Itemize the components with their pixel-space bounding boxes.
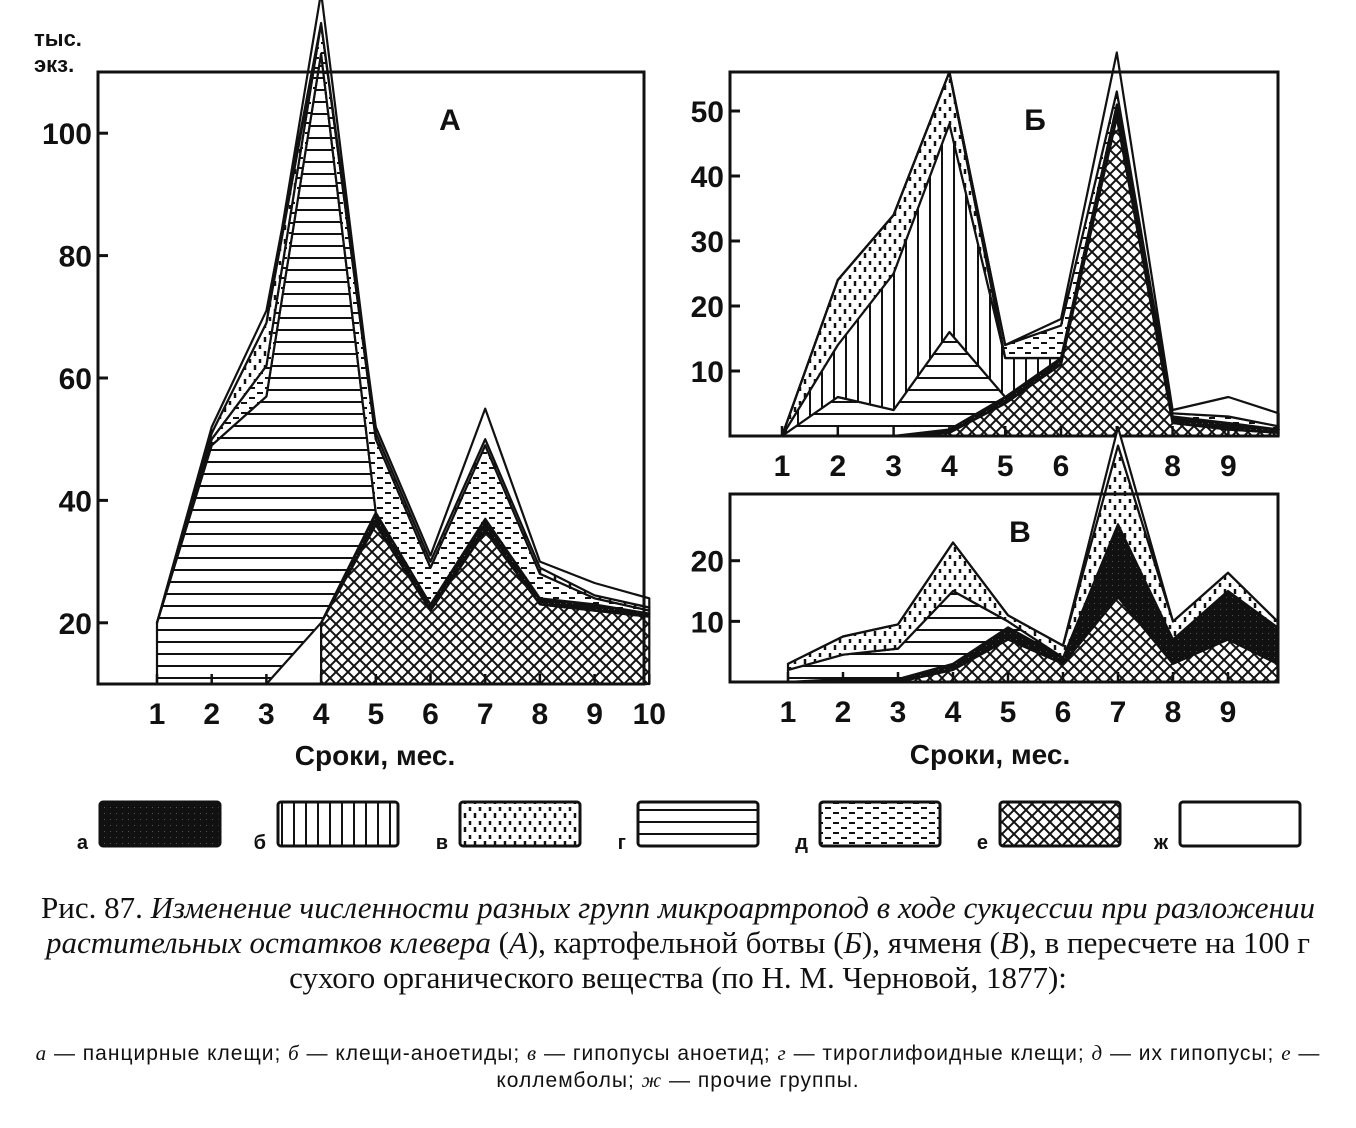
legend-entry-key: б [288, 1041, 300, 1065]
x-axis-label: Сроки, мес. [294, 740, 456, 771]
caption-italic: Изменение численности разных групп микроартропод в ходе сукцессии при разложении растительных остатков клевера [45, 890, 1315, 960]
x-tick-label: 2 [834, 696, 852, 729]
legend-swatch [1180, 802, 1300, 846]
legend-entry-text: — коллемболы; [496, 1042, 1321, 1092]
x-tick-label: 9 [586, 698, 603, 731]
legend-swatch [100, 802, 220, 846]
y-tick-label: 30 [690, 226, 724, 259]
x-tick-label: 4 [941, 450, 958, 483]
y-tick-label: 80 [58, 240, 92, 274]
x-tick-label: 10 [632, 698, 666, 731]
caption-A: А [508, 925, 528, 960]
legend-item-г [618, 802, 758, 854]
x-tick-label: 1 [779, 696, 797, 729]
y-tick-label: 10 [690, 356, 724, 389]
y-tick-label: 100 [41, 118, 92, 152]
legend-entry-text: — клещи-аноетиды; [299, 1042, 528, 1065]
x-tick-label: 3 [889, 696, 907, 729]
legend-key: в [435, 832, 448, 854]
x-tick-label: 8 [531, 698, 549, 731]
legend-key: ж [1153, 832, 1168, 854]
legend-item-е [977, 802, 1120, 854]
legend-item-а [77, 802, 220, 854]
legend-entry-ж [642, 1069, 860, 1092]
y-tick-label: 20 [690, 545, 724, 579]
legend-entry-text: — тироглифоидные клещи; [786, 1042, 1092, 1065]
legend-entry-text: — прочие группы. [662, 1069, 860, 1092]
areas [157, 0, 649, 684]
caption-part2: ), картофельной ботвы ( [527, 925, 844, 960]
legend-entry-key: е [1281, 1041, 1292, 1065]
x-tick-label: 6 [1052, 450, 1070, 483]
caption-B: Б [843, 925, 862, 960]
caption-prefix: Рис. 87. [41, 890, 143, 925]
legend-entry-в [527, 1042, 778, 1065]
legend-swatch [460, 802, 580, 846]
legend-entry-б [288, 1042, 527, 1065]
y-axis-unit-label: тыс. [34, 26, 82, 51]
legend-description [20, 1040, 1336, 1094]
panel-b [691, 53, 1279, 484]
legend-item-в [436, 802, 580, 854]
legend-key: а [76, 832, 88, 854]
x-tick-label: 5 [367, 698, 385, 731]
legend-swatch [820, 802, 940, 846]
legend-item-б [254, 802, 398, 854]
legend-swatch [278, 802, 398, 846]
y-tick-label: 60 [58, 363, 92, 396]
x-tick-label: 2 [829, 450, 847, 483]
areas [788, 427, 1278, 682]
legend-key: б [253, 832, 266, 854]
legend-entry-text: — панцирные клещи; [47, 1042, 289, 1065]
x-tick-label: 8 [1164, 450, 1181, 483]
y-tick-label: 20 [690, 291, 724, 324]
legend-entry-text: — гипопусы аноетид; [537, 1042, 778, 1065]
x-tick-label: 3 [258, 698, 275, 731]
legend-entry-text: — их гипопусы; [1103, 1042, 1282, 1065]
legend-entry-а [36, 1042, 289, 1065]
legend-entry-key: д [1091, 1041, 1104, 1065]
legend-key: д [795, 832, 808, 854]
x-tick-label: 2 [203, 698, 221, 731]
x-tick-label: 3 [885, 450, 902, 483]
y-axis-unit-label: экз. [34, 52, 75, 77]
y-tick-label: 40 [690, 161, 724, 194]
x-tick-label: 8 [1164, 696, 1182, 729]
legend-item-ж [1153, 802, 1300, 854]
legend-swatch [1000, 802, 1120, 846]
caption-V: В [999, 925, 1019, 960]
legend-entry-key: а [35, 1041, 48, 1065]
y-tick-label: 40 [58, 485, 92, 519]
caption-part3: ), ячменя ( [861, 925, 1000, 960]
panel-a [34, 0, 666, 771]
caption-part1: ( [498, 925, 509, 960]
figure-caption [20, 890, 1336, 995]
x-tick-label: 9 [1219, 696, 1237, 729]
x-tick-label: 7 [1109, 696, 1127, 729]
legend-item-д [795, 802, 940, 854]
legend-key: е [976, 832, 988, 854]
x-tick-label: 1 [773, 450, 791, 483]
legend-key: г [617, 832, 626, 854]
x-tick-label: 6 [422, 698, 439, 731]
legend-swatch [638, 802, 758, 846]
y-tick-label: 20 [58, 607, 92, 641]
y-tick-label: 10 [690, 606, 724, 640]
caption-part4: ), в пересчете на 100 г сухого органического вещества (по Н. М. Черновой, 1877): [289, 925, 1311, 995]
x-tick-label: 7 [476, 698, 494, 731]
legend-entry-key: в [527, 1041, 538, 1065]
x-tick-label: 5 [999, 696, 1017, 729]
x-tick-label: 5 [996, 450, 1014, 483]
x-tick-label: 4 [312, 698, 330, 731]
legend-entry-key: г [777, 1041, 787, 1065]
x-tick-label: 4 [944, 696, 962, 729]
x-tick-label: 1 [148, 698, 166, 731]
legend-entry-д [1092, 1042, 1282, 1065]
legend-entry-key: ж [641, 1068, 663, 1092]
panel-label: Б [1024, 104, 1046, 137]
x-axis-label: Сроки, мес. [909, 739, 1071, 770]
x-tick-label: 6 [1054, 696, 1072, 729]
legend-entry-г [778, 1042, 1092, 1065]
panel-label: В [1009, 516, 1031, 549]
x-tick-label: 9 [1220, 450, 1237, 483]
panel-label: А [439, 104, 461, 137]
y-tick-label: 50 [690, 96, 724, 129]
